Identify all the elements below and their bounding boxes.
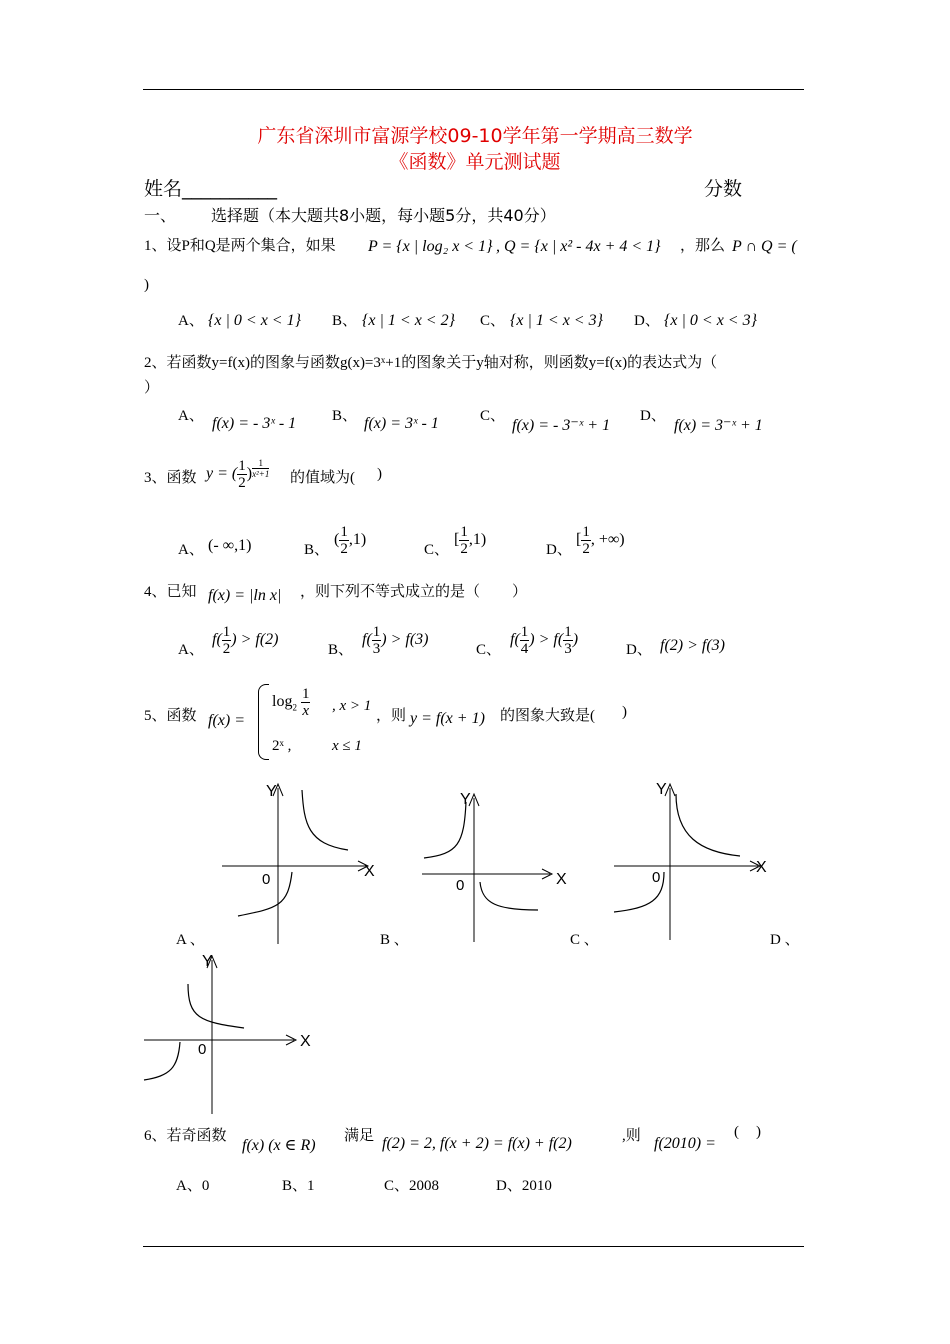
q4-function: f(x) = |ln x| — [208, 587, 282, 604]
q5-option-c-label: C 、 — [570, 932, 599, 948]
q6-expr: f(2010) = — [654, 1135, 716, 1152]
q2-option-a-label: A、 — [178, 408, 204, 424]
q6-function: f(x) (x ∈ R) — [242, 1137, 316, 1154]
q4-option-c-frac — [520, 624, 530, 657]
q3-exponent-den: x²+1 — [252, 469, 270, 479]
y-axis-label: Y — [460, 791, 471, 808]
q6-option-d-label: D、 — [496, 1178, 522, 1194]
q5-graph-b — [418, 784, 578, 944]
q6-option-a-label: A、 — [176, 1178, 202, 1194]
q3-close: ) — [377, 466, 382, 482]
q5-piecewise-brace — [258, 684, 269, 760]
q6-condition: f(2) = 2, f(x + 2) = f(x) + f(2) — [382, 1135, 572, 1152]
q5-option-b-label: B 、 — [380, 932, 409, 948]
q4-option-c-num: 1 — [520, 624, 529, 640]
q6-option-c — [384, 1174, 439, 1195]
q4-option-a-num: 1 — [222, 624, 231, 640]
curve-left — [144, 1042, 180, 1080]
q3-exponent-num: 1 — [252, 458, 269, 469]
q4-option-c-den2: 3 — [564, 641, 572, 657]
q5-case1-log: log — [272, 693, 293, 711]
q1-option-a-label: A、 — [178, 313, 204, 329]
x-axis-label: X — [364, 863, 375, 880]
x-axis-label: X — [756, 859, 767, 876]
q1-option-b-value: {x | 1 < x < 2} — [362, 312, 455, 329]
q6-prefix: 6、若奇函数 — [144, 1128, 227, 1144]
q2-option-b-value: f(x) = 3ˣ - 1 — [364, 415, 439, 432]
y-axis-label: Y — [656, 781, 667, 798]
q1-set-q: , Q = {x | x² - 4x + 4 < 1} — [496, 238, 661, 255]
q2-option-d-value: f(x) = 3⁻ˣ + 1 — [674, 417, 763, 434]
score-label: 分数 — [704, 178, 743, 200]
q3-option-b-label: B、 — [304, 542, 330, 558]
q6-close: ) — [756, 1124, 761, 1140]
origin-label: 0 — [652, 869, 661, 886]
q3-option-b-post: ,1) — [348, 531, 367, 549]
q4-prefix: 4、已知 — [144, 584, 197, 600]
q1-option-d-label: D、 — [634, 313, 660, 329]
q3-fraction-num: 1 — [238, 458, 246, 474]
y-axis-label: Y — [266, 783, 277, 800]
q4-option-a-label: A、 — [178, 642, 204, 658]
q3-option-d-label: D、 — [546, 542, 572, 558]
q4-option-b-den: 3 — [372, 641, 381, 657]
footer-rule — [143, 1246, 804, 1247]
x-axis-label: X — [556, 871, 567, 888]
x-axis-label: X — [300, 1033, 311, 1050]
q5-target: y = f(x + 1) — [410, 710, 485, 727]
q5-case1 — [272, 686, 310, 719]
q6-option-a — [176, 1174, 209, 1195]
origin-label: 0 — [198, 1041, 207, 1058]
origin-label: 0 — [456, 877, 465, 894]
name-field-label: 姓名__________ — [144, 178, 278, 200]
q3-option-b-frac — [339, 524, 349, 557]
q4-option-c-label: C、 — [476, 642, 502, 658]
q4-option-a-rhs: ) > f(2) — [231, 631, 279, 649]
q4-option-c-frac2 — [563, 624, 573, 657]
q4-suffix: ，则下列不等式成立的是（ — [300, 584, 481, 600]
q3-exponent — [252, 458, 269, 479]
origin-label: 0 — [262, 871, 271, 888]
q4-option-c-lhs: f( — [510, 631, 520, 649]
q6-then: ,则 — [622, 1128, 641, 1144]
q3-option-d-frac — [581, 524, 591, 557]
q2-option-d-label: D、 — [640, 408, 666, 424]
curve-right — [188, 984, 244, 1028]
q5-case2-cond: x ≤ 1 — [332, 738, 362, 754]
q3-option-b-num: 1 — [340, 524, 348, 540]
q5-option-a-label: A 、 — [176, 932, 205, 948]
q3-option-b-den: 2 — [340, 541, 348, 557]
q3-option-d-den: 2 — [582, 541, 590, 557]
q4-option-c-num2: 1 — [564, 624, 572, 640]
q4-option-b-value — [362, 624, 429, 657]
q6-mid: 满足 — [344, 1128, 375, 1144]
q4-option-d-label: D、 — [626, 642, 652, 658]
q5-option-d-label: D 、 — [770, 932, 800, 948]
q1-prefix: 1、设P和Q是两个集合，如果 — [144, 238, 336, 254]
q2-option-c-value: f(x) = - 3⁻ˣ + 1 — [512, 417, 611, 434]
q5-case1-den: x — [302, 703, 310, 719]
q2-text: 2、若函数y=f(x)的图象与函数g(x)=3ˣ+1的图象关于y轴对称，则函数y=f(x)的表达式为（ — [144, 355, 718, 371]
q6-tail: ( — [734, 1124, 739, 1140]
q3-option-b-pre: ( — [334, 531, 340, 549]
header-rule — [143, 89, 804, 90]
q5-case1-num: 1 — [301, 686, 310, 702]
q4-option-a-frac — [222, 624, 232, 657]
q1-suffix: ，那么 — [680, 238, 726, 254]
q3-option-c-post: ,1) — [468, 531, 487, 549]
q3-option-d-pre: [ — [576, 531, 582, 549]
q5-case1-base: 2 — [292, 702, 297, 713]
q3-option-c-value — [454, 524, 486, 557]
q6-option-b-value: 1 — [307, 1178, 315, 1194]
q4-option-c-rhs2: ) — [572, 631, 579, 649]
q5-function: f(x) = — [208, 712, 245, 729]
q5-prefix: 5、函数 — [144, 708, 197, 724]
q4-option-b-num: 1 — [372, 624, 381, 640]
q3-option-c-den: 2 — [460, 541, 468, 557]
q1-set-p: P = {x | log₂ x < 1} — [368, 238, 493, 255]
q3-option-a-label: A、 — [178, 542, 204, 558]
q6-option-d-value: 2010 — [521, 1178, 552, 1194]
q2-option-a-value: f(x) = - 3ˣ - 1 — [212, 415, 297, 432]
q1-option-b-label: B、 — [332, 313, 358, 329]
q4-option-b-lhs: f( — [362, 631, 372, 649]
q3-y-eq: y = ( — [206, 465, 238, 483]
q3-prefix: 3、函数 — [144, 470, 197, 486]
q1-option-c-label: C、 — [480, 313, 506, 329]
q6-option-b — [282, 1174, 315, 1195]
page-title-line1: 广东省深圳市富源学校09-10学年第一学期高三数学 — [257, 125, 693, 147]
q3-function — [206, 458, 269, 491]
q4-option-a-den: 2 — [222, 641, 231, 657]
curve-right — [480, 882, 538, 910]
y-axis-label: Y — [202, 953, 213, 970]
q1-expr: P ∩ Q = ( — [732, 238, 797, 255]
q4-option-c-den: 4 — [520, 641, 529, 657]
q3-option-a-value: (- ∞,1) — [208, 537, 252, 554]
q3-fraction-den: 2 — [238, 475, 246, 491]
q3-paren-close: ) — [246, 465, 253, 483]
q5-case2-value: 2ˣ , — [272, 738, 292, 754]
curve-left — [424, 802, 466, 858]
curve-right — [676, 794, 740, 856]
q3-option-d-num: 1 — [582, 524, 590, 540]
curve-right — [302, 790, 348, 850]
q2-option-c-label: C、 — [480, 408, 506, 424]
q4-option-d-value: f(2) > f(3) — [660, 637, 725, 654]
q3-option-c-num: 1 — [460, 524, 468, 540]
q6-option-b-label: B、 — [282, 1178, 308, 1194]
q4-option-b-rhs: ) > f(3) — [381, 631, 429, 649]
q5-suffix: 的图象大致是( — [500, 708, 595, 724]
q1-option-a-value: {x | 0 < x < 1} — [208, 312, 301, 329]
q4-close: ） — [512, 584, 528, 600]
q3-fraction — [237, 458, 247, 491]
q6-option-d — [496, 1174, 552, 1195]
q6-option-a-value: 0 — [201, 1178, 210, 1194]
q1-option-c-value: {x | 1 < x < 3} — [510, 312, 603, 329]
q3-option-d-post: , +∞) — [590, 531, 625, 549]
q4-option-b-label: B、 — [328, 642, 354, 658]
q1-option-d-value: {x | 0 < x < 3} — [664, 312, 757, 329]
q2-close: ） — [144, 380, 160, 396]
q5-close: ) — [622, 704, 627, 720]
q4-option-c-rhs: ) > f( — [529, 631, 564, 649]
page-title-line2: 《函数》单元测试题 — [389, 151, 561, 173]
q4-option-a-lhs: f( — [212, 631, 222, 649]
section-heading: 选择题（本大题共8小题，每小题5分，共40分） — [211, 206, 556, 225]
q3-option-c-pre: [ — [454, 531, 460, 549]
q3-option-d-value — [576, 524, 625, 557]
q5-then: ，则 — [376, 708, 407, 724]
q6-option-c-label: C、 — [384, 1178, 410, 1194]
q1-close: ) — [144, 277, 149, 293]
q3-option-b-value — [334, 524, 366, 557]
q5-case1-frac — [301, 686, 311, 719]
section-number: 一、 — [144, 206, 177, 225]
q6-option-c-value: 2008 — [409, 1178, 440, 1194]
q2-option-b-label: B、 — [332, 408, 358, 424]
q3-option-c-label: C、 — [424, 542, 450, 558]
q3-suffix: 的值域为( — [290, 470, 355, 486]
q4-option-a-value — [212, 624, 279, 657]
q5-case1-cond: , x > 1 — [332, 698, 372, 714]
q3-option-c-frac — [459, 524, 469, 557]
q4-option-b-frac — [372, 624, 382, 657]
q5-graph-c — [610, 776, 770, 942]
q5-graph-a — [218, 776, 378, 946]
q5-graph-d — [140, 948, 320, 1116]
q4-option-c-value — [510, 624, 578, 657]
